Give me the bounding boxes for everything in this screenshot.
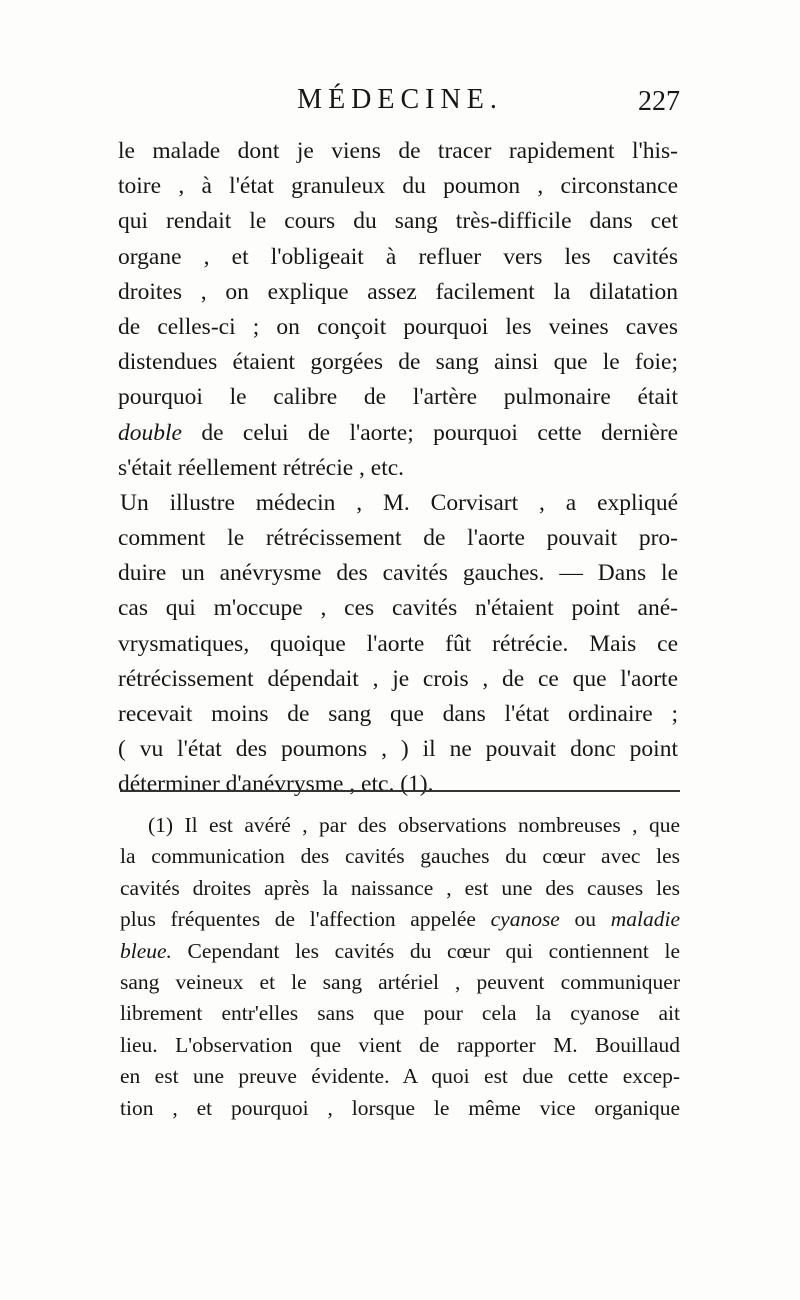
text-line: s'était réellement rétrécie , etc. <box>118 454 405 481</box>
page-header <box>120 82 680 122</box>
text-line: le malade dont je viens de tracer rapidement l'his- <box>118 138 678 164</box>
text-line: droites , on explique assez facilement la dilatation <box>118 278 678 305</box>
text-line: ( vu l'état des poumons , ) il ne pouvait donc point <box>118 736 678 763</box>
footnote-line-start: plus fréquentes de l'affection appelée <box>120 907 476 932</box>
text-line: comment le rétrécissement de l'aorte pouvait pro- <box>118 525 678 552</box>
footnote-line: tion , et pourquoi , lorsque le même vice organique <box>120 1095 680 1120</box>
page-number: 227 <box>638 86 680 117</box>
footnote-line: en est une preuve évidente. A quoi est due cette excep- <box>120 1064 680 1089</box>
running-title: MÉDECINE. <box>297 84 503 115</box>
text-line: toire , à l'état granuleux du poumon , circonstance <box>118 173 678 200</box>
footnote-line: la communication des cavités gauches du cœur avec les <box>120 844 680 869</box>
footnote-line: (1) Il est avéré , par des observations nombreuses , que <box>148 813 680 837</box>
text-line: de celles-ci ; on conçoit pourquoi les veines caves <box>118 313 678 340</box>
footnote-line-rest: Cependant les cavités du cœur qui contiennent le <box>187 938 681 963</box>
text-line: cas qui m'occupe , ces cavités n'étaient point ané- <box>118 595 678 622</box>
footnote-line: cavités droites après la naissance , est une des causes les <box>120 875 680 900</box>
text-line: Un illustre médecin , M. Corvisart , a expliqué <box>120 489 678 516</box>
text-line: rétrécissement dépendait , je crois , de ce que l'aorte <box>118 665 678 692</box>
footnote-divider <box>120 790 680 792</box>
text-line <box>118 416 678 451</box>
footnote-line: lieu. L'observation que vient de rapporter M. Bouillaud <box>120 1032 680 1057</box>
text-line-rest: de celui de l'aorte; pourquoi cette dernière <box>201 419 679 446</box>
footnote-conjunction: ou <box>574 907 597 932</box>
italic-word: double <box>118 419 182 446</box>
footnote-line: librement entr'elles sans que pour cela la cyanose ait <box>120 1001 680 1026</box>
text-line: organe , et l'obligeait à refluer vers les cavités <box>118 243 678 270</box>
main-text <box>118 134 678 803</box>
footnote-line <box>120 904 680 935</box>
text-line: pourquoi le calibre de l'artère pulmonaire était <box>118 384 678 411</box>
text-line: qui rendait le cours du sang très-difficile dans cet <box>118 208 678 235</box>
text-line: vrysmatiques, quoique l'aorte fût rétrécie. Mais ce <box>118 630 678 657</box>
footnote <box>120 810 680 1124</box>
text-line: déterminer d'anévrysme , etc. (1). <box>118 771 434 798</box>
text-line: distendues étaient gorgées de sang ainsi que le foie; <box>118 349 678 376</box>
text-line: recevait moins de sang que dans l'état ordinaire ; <box>118 701 678 727</box>
italic-word: bleue. <box>120 938 172 963</box>
footnote-line: sang veineux et le sang artériel , peuvent communiquer <box>120 969 680 994</box>
footnote-line <box>120 936 680 967</box>
italic-word: maladie <box>610 907 681 932</box>
italic-word: cyanose <box>490 907 560 932</box>
text-line: duire un anévrysme des cavités gauches. — Dans le <box>118 560 678 587</box>
